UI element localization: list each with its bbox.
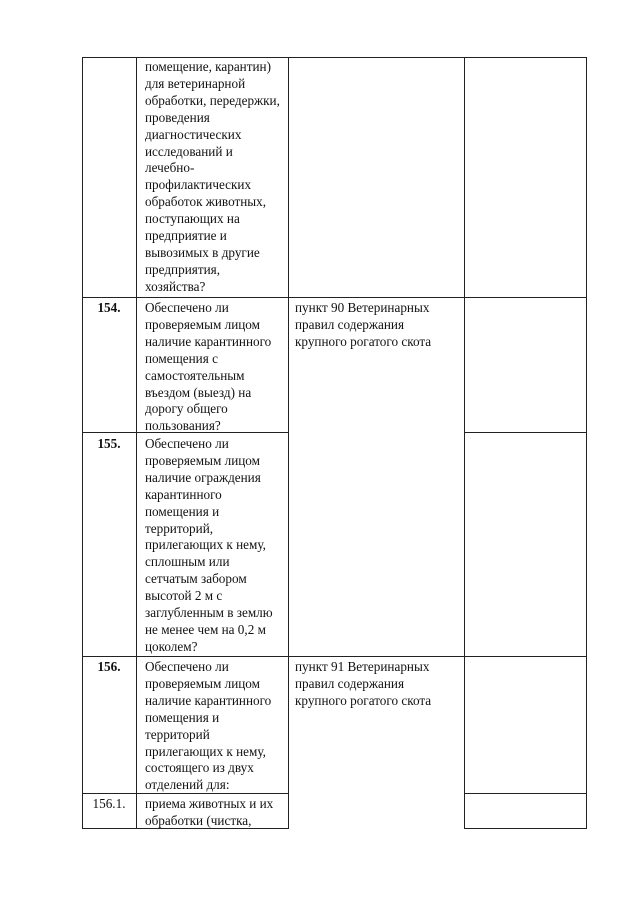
checklist-table <box>82 57 587 829</box>
column-divider-reference <box>464 57 465 829</box>
question-text: Обеспечено ли проверяемым лицом наличие карантинного помещения и территорий прилегающих к нему, состоящего из двух отделений для: <box>145 659 272 793</box>
table-border-bottom <box>464 828 587 829</box>
item-number: 154. <box>97 300 121 315</box>
question-text: Обеспечено ли проверяемым лицом наличие ограждения карантинного помещения и территорий, прилегающих к нему, сплошным или сетчатым забором высотой 2 м с заглубленным в землю не менее чем на 0,2 м цоколем? <box>145 436 273 654</box>
row-divider <box>464 793 587 794</box>
question-text: Обеспечено ли проверяемым лицом наличие карантинного помещения с самостоятельным въездом (выезд) на дорогу общего пользования? <box>145 300 272 434</box>
question-text: помещение, карантин) для ветеринарной обработки, передержки, проведения диагностических исследований и лечебно- профилактических обработок животных, поступающих на предприятие и вывозимых в другие предприятия, хозяйства? <box>145 59 280 294</box>
row-divider <box>82 656 587 657</box>
table-border-top <box>82 57 587 58</box>
item-number: 156. <box>97 659 121 674</box>
legal-reference: пункт 91 Ветеринарных правил содержания крупного рогатого скота <box>295 659 432 708</box>
question-text: приема животных и их обработки (чистка, <box>145 796 274 828</box>
legal-reference: пункт 90 Ветеринарных правил содержания крупного рогатого скота <box>295 300 432 349</box>
column-divider-number <box>136 57 137 829</box>
row-divider <box>464 432 587 433</box>
column-divider-answer <box>586 57 587 829</box>
item-number: 156.1. <box>92 796 126 811</box>
item-number: 155. <box>97 436 121 451</box>
row-divider <box>82 297 587 298</box>
